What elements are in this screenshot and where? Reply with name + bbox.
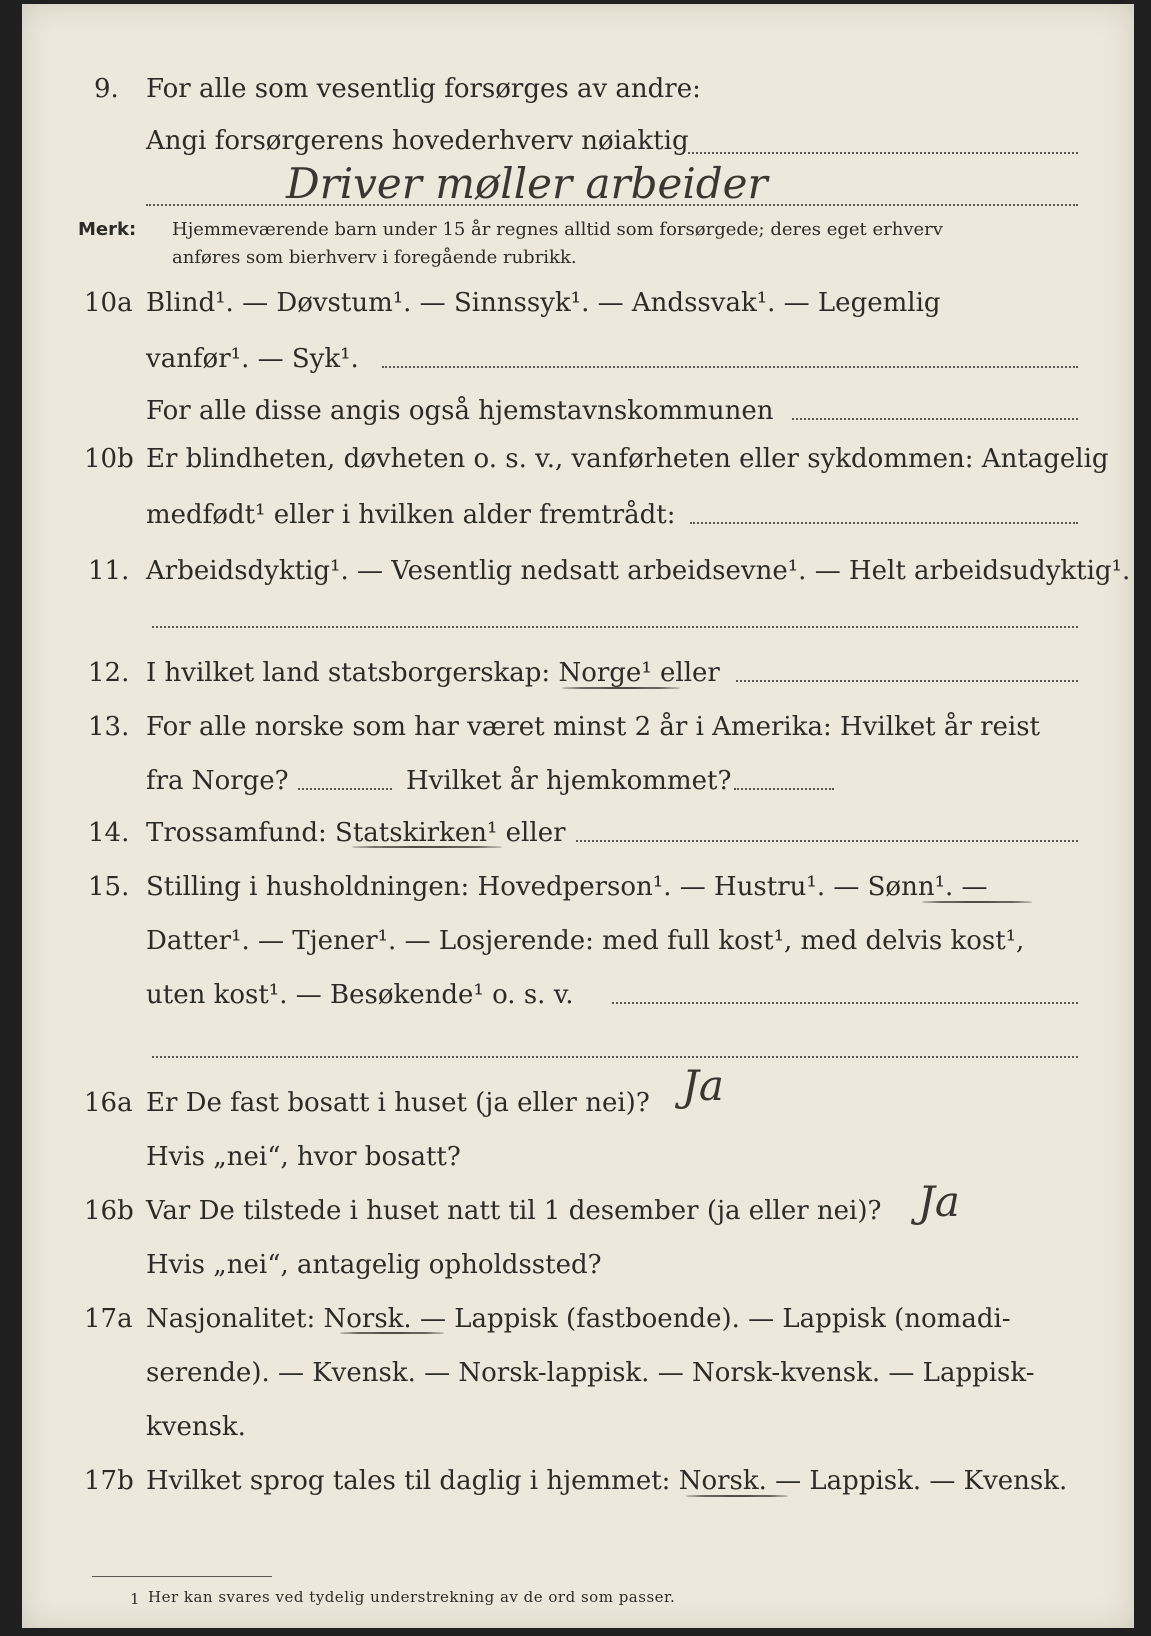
merk-line1: Hjemmeværende barn under 15 år regnes alltid som forsørgede; deres eget erhverv	[172, 219, 943, 240]
q15-sonn-underline	[922, 901, 1032, 903]
q17a-line1: Nasjonalitet: Norsk. — Lappisk (fastboende). — Lappisk (nomadi-	[146, 1304, 1011, 1334]
q17a-norsk-underline	[340, 1332, 444, 1334]
q17b-norsk-underline	[686, 1495, 788, 1497]
q15-number: 15.	[88, 872, 130, 902]
q15-line1: Stilling i husholdningen: Hovedperson¹. — Hustru¹. — Sønn¹. —	[146, 872, 988, 902]
q10a-line2: vanfør¹. — Syk¹.	[146, 344, 359, 374]
q13-line2b: Hvilket år hjemkommet?	[406, 766, 732, 796]
q16a-line1: Er De fast bosatt i huset (ja eller nei)?	[146, 1088, 650, 1118]
q13-line2: fra Norge?	[146, 766, 289, 796]
q13-line1: For alle norske som har været minst 2 år i Amerika: Hvilket år reist	[146, 712, 1040, 742]
q9-answer-line	[146, 204, 1078, 206]
q14-number: 14.	[88, 818, 130, 848]
q10b-fill	[690, 522, 1078, 524]
footnote-text: Her kan svares ved tydelig understrekning av de ord som passer.	[148, 1588, 676, 1606]
q11-answer-line	[152, 626, 1078, 628]
q12-number: 12.	[88, 658, 130, 688]
q17a-line2: serende). — Kvensk. — Norsk-lappisk. — Norsk-kvensk. — Lappisk-	[146, 1358, 1035, 1388]
q13-reist-fill	[298, 788, 392, 790]
q14-line1: Trossamfund: Statskirken¹ eller	[146, 818, 566, 848]
q16b-handwritten-answer: Ja	[918, 1177, 960, 1226]
q15-line2: Datter¹. — Tjener¹. — Losjerende: med full kost¹, med delvis kost¹,	[146, 926, 1025, 956]
q10a-line3: For alle disse angis også hjemstavnskommunen	[146, 396, 774, 426]
q12-line1: I hvilket land statsborgerskap: Norge¹ eller	[146, 658, 720, 688]
q17b-number: 17b	[84, 1466, 134, 1496]
q15-line3: uten kost¹. — Besøkende¹ o. s. v.	[146, 980, 574, 1010]
q9-handwritten-answer: Driver møller arbeider	[286, 159, 768, 208]
q16b-line2: Hvis „nei“, antagelig opholdssted?	[146, 1250, 602, 1280]
merk-label: Merk:	[78, 219, 137, 240]
q17a-line3: kvensk.	[146, 1412, 246, 1442]
q10b-line1: Er blindheten, døvheten o. s. v., vanførheten eller sykdommen: Antagelig	[146, 444, 1109, 474]
census-form-page	[22, 4, 1134, 1628]
q13-hjemkommet-fill	[734, 788, 834, 790]
q11-line1: Arbeidsdyktig¹. — Vesentlig nedsatt arbeidsevne¹. — Helt arbeidsudyktig¹.	[146, 556, 1131, 586]
q10a-line3-fill	[792, 418, 1078, 420]
q12-fill	[736, 680, 1078, 682]
q9-fill-line	[688, 152, 1078, 154]
q16b-line1: Var De tilstede i huset natt til 1 desember (ja eller nei)?	[146, 1196, 882, 1226]
footnote-rule	[92, 1576, 272, 1577]
q16b-number: 16b	[84, 1196, 134, 1226]
footnote-marker: 1	[130, 1590, 141, 1608]
q10b-line2: medfødt¹ eller i hvilken alder fremtrådt:	[146, 500, 676, 530]
q17b-line1: Hvilket sprog tales til daglig i hjemmet: Norsk. — Lappisk. — Kvensk.	[146, 1466, 1068, 1496]
q12-norge-underline	[562, 687, 680, 689]
merk-line1-wrap	[78, 216, 136, 244]
q9-number: 9.	[94, 74, 119, 104]
q11-number: 11.	[88, 556, 130, 586]
q15-answer-line	[152, 1056, 1078, 1058]
q15-fill	[612, 1002, 1078, 1004]
q10a-line2-fill	[382, 366, 1078, 368]
q16a-number: 16a	[84, 1088, 133, 1118]
q14-fill	[576, 840, 1078, 842]
q14-statskirken-underline	[352, 846, 502, 848]
q10b-number: 10b	[84, 444, 134, 474]
q9-line1: For alle som vesentlig forsørges av andre:	[146, 74, 701, 104]
q10a-number: 10a	[84, 288, 133, 318]
q16a-handwritten-answer: Ja	[682, 1061, 724, 1110]
q10a-line1: Blind¹. — Døvstum¹. — Sinnssyk¹. — Andssvak¹. — Legemlig	[146, 288, 941, 318]
merk-line2: anføres som bierhverv i foregående rubrikk.	[172, 247, 577, 268]
q9-line2: Angi forsørgerens hovederhverv nøiaktig	[146, 126, 689, 156]
q17a-number: 17a	[84, 1304, 133, 1334]
q13-number: 13.	[88, 712, 130, 742]
q16a-line2: Hvis „nei“, hvor bosatt?	[146, 1142, 461, 1172]
